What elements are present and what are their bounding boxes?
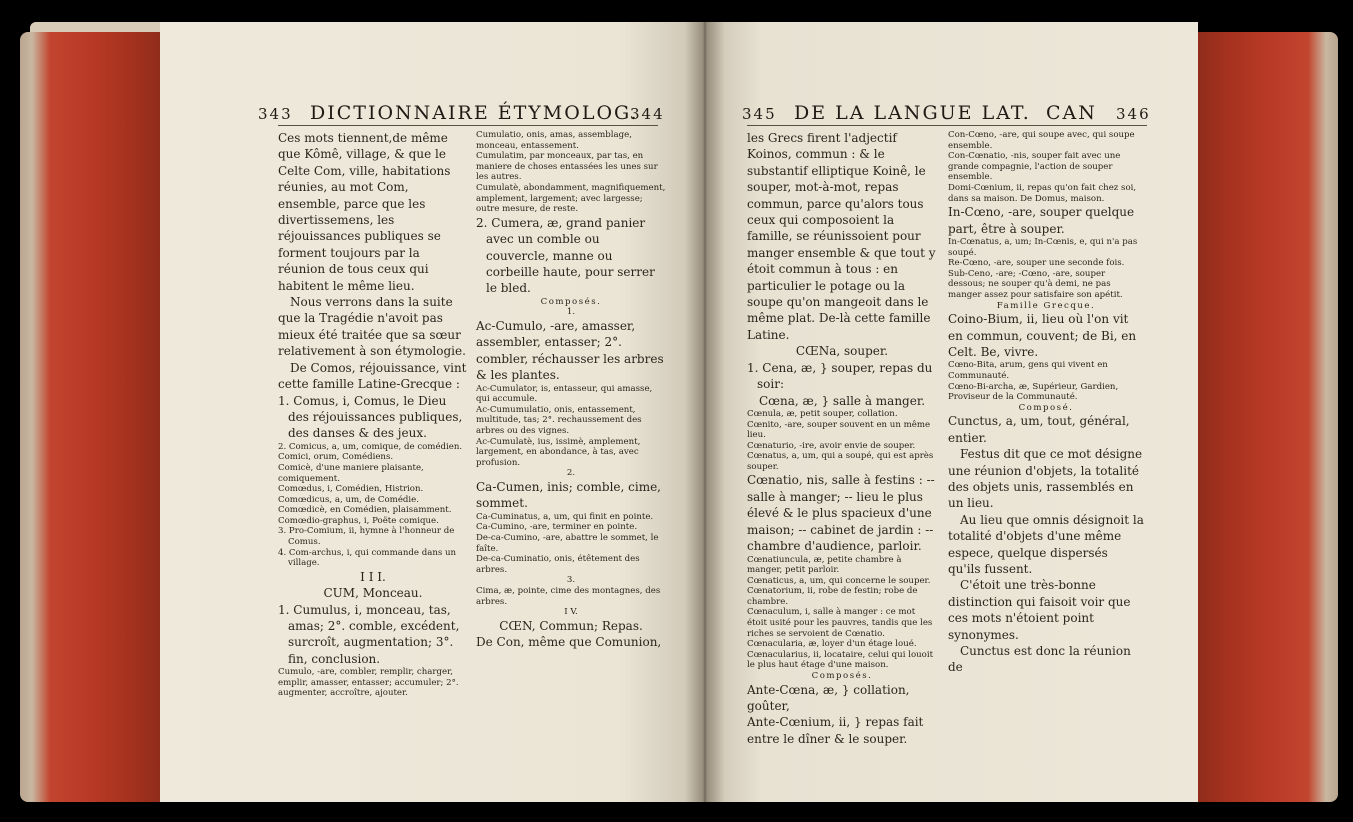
text-line: Cœno-Bita, arum, gens qui vivent en Communauté. — [948, 360, 1108, 381]
left-column-1 — [278, 130, 468, 699]
text-line: Comœdio-graphus, i, Poëte comique. — [278, 515, 439, 526]
text-line: Ac-Cumulator, is, entasseur, qui amasse, qui accumule. — [476, 383, 653, 405]
text-line: Ac-Cumumulatio, onis, entassement, multitude, tas; 2°. rechaussement des arbres ou des vignes. — [476, 404, 642, 436]
text-line: Sub-Ceno, -are; -Cœno, -are, souper dessous; ne souper qu'à demi, ne pas manger assez pour satisfaire son apétit. — [948, 268, 1123, 300]
text-line: Comœdicè, en Comédien, plaisamment. — [278, 505, 452, 516]
left-page-number-a: 343 — [258, 105, 293, 123]
text-line: Composés. — [811, 671, 873, 682]
text-line: Comœdus, i, Comédien, Histrion. — [278, 484, 424, 495]
text-line: Famille Grecque. — [996, 300, 1096, 311]
book-gutter — [685, 22, 725, 802]
text-line: In-Cœno, -are, souper quelque part, être à souper. — [948, 205, 1135, 236]
text-line: Ante-Cœnium, ii, } repas fait entre le dîner & le souper. — [747, 715, 924, 746]
text-line: 1. — [566, 307, 576, 318]
text-line: Composés. — [540, 296, 602, 307]
text-line: Domi-Cœnium, ii, repas qu'on fait chez soi, dans sa maison. De Domus, maison. — [948, 182, 1137, 204]
text-line: Cumulatim, par monceaux, par tas, en maniere de choses entassées les unes sur les autres. — [476, 151, 658, 183]
right-page — [702, 22, 1198, 802]
text-line: Composé. — [1018, 402, 1074, 413]
text-line: Cœnacularius, ii, locataire, celui qui louoit le plus haut étage d'une maison. — [747, 649, 934, 671]
text-line: Ca-Cuminatus, a, um, qui finit en pointe. — [476, 511, 654, 522]
text-line: 1. Comus, i, Comus, le Dieu des réjouissances publiques, des danses & des jeux. — [278, 393, 463, 441]
text-line: Coino-Bium, ii, lieu où l'on vit en commun, couvent; de Bi, en Celt. Be, vivre. — [948, 312, 1137, 359]
left-page-edges — [20, 32, 170, 802]
text-line: Con-Cœno, -are, qui soupe avec, qui soupe ensemble. — [948, 130, 1135, 151]
text-line: Festus dit que ce mot désigne une réunion d'objets, la totalité des objets unis, rassemblés en un lieu. — [948, 447, 1143, 511]
right-header-rule — [747, 125, 1147, 126]
text-line: Cœnacularia, æ, loyer d'un étage loué. — [747, 639, 917, 650]
text-line: De-ca-Cumino, -are, abattre le sommet, le faîte. — [476, 532, 659, 554]
text-line: Cœnula, æ, petit souper, collation. — [747, 408, 898, 419]
left-page — [160, 22, 702, 802]
right-column-2 — [948, 130, 1144, 676]
text-line: Con-Cœnatio, -nis, souper fait avec une grande compagnie, l'action de souper ensemble. — [948, 151, 1121, 183]
text-line: les Grecs firent l'adjectif Koinos, commun : & le substantif elliptique Koinê, le souper, mot-à-mot, repas commun, parce qu'alors tous ceux qui composoient la famille, se réunissoient pour manger ensemble & que tout y étoit commun à tous : en particulier le potage ou la soupe qu'on mangeoit dans le même plat. De-là cette famille Latine. — [747, 131, 936, 342]
left-header-rule — [278, 125, 658, 126]
text-line: Ac-Cumulo, -are, amasser, assembler, entasser; 2°. combler, réchausser les arbres & les plantes. — [476, 318, 664, 383]
text-line: Cœnatio, nis, salle à festins : -- salle à manger; -- lieu le plus élevé & le plus spacieux d'une maison; -- cabinet de jardin : -- chambre d'audience, parloir. — [747, 473, 935, 554]
text-line: Nous verrons dans la suite que la Tragédie n'avoit pas mieux été traitée que sa sœur relativement à son étymologie. — [278, 295, 466, 359]
text-line: Au lieu que omnis désignoit la totalité d'objets d'une même espece, quelque dispersés qu'ils fussent. — [948, 512, 1144, 576]
right-page-number-a: 345 — [742, 105, 777, 123]
text-line: Cumulatè, abondamment, magnifiquement, amplement, largement; avec largesse; outre mesure, de reste. — [476, 182, 666, 215]
right-page-edges — [1188, 32, 1338, 802]
text-line: De Con, même que Comunion, — [476, 635, 662, 650]
text-line: Cœna, æ, } salle à manger. — [759, 393, 926, 408]
right-column-1 — [747, 130, 937, 747]
text-line: Ante-Cœna, æ, } collation, goûter, — [747, 682, 910, 714]
text-line: Cœnatiuncula, æ, petite chambre à manger, petit parloir. — [747, 554, 902, 576]
text-line: 3. Pro-Comium, ii, hymne à l'honneur de Comus. — [278, 526, 455, 548]
open-book — [20, 12, 1338, 812]
text-line: Cœnatorium, ii, robe de festin; robe de chambre. — [747, 586, 918, 607]
text-line: Cumulatio, onis, amas, assemblage, monceau, entassement. — [476, 130, 632, 151]
text-line: Cœnaturio, -ire, avoir envie de souper. — [747, 440, 916, 451]
right-running-head: DE LA LANGUE LAT. — [794, 102, 1031, 124]
text-line: Ac-Cumulatè, ius, issimè, amplement, largement, en abondance, à tas, avec profusion. — [476, 436, 641, 468]
text-line: Cœnito, -are, souper souvent en un même lieu. — [747, 419, 931, 441]
text-line: 3. — [566, 575, 576, 586]
text-line: 2. Comicus, a, um, comique, de comédien. — [278, 441, 463, 452]
text-line: Cœnaculum, i, salle à manger : ce mot étoit usité pour les pauvres, tandis que les riches se servoient de Cœnatio. — [747, 607, 933, 639]
left-page-number-b: 344 — [630, 105, 665, 123]
text-line: 2. Cumera, æ, grand panier avec un comble ou couvercle, manne ou corbeille haute, pour serrer le bled. — [476, 215, 655, 296]
text-line: C'étoit une très-bonne distinction qui faisoit voir que ces mots n'étoient point synonymes. — [948, 578, 1131, 642]
right-page-number-b: 346 — [1116, 105, 1151, 123]
text-line: In-Cœnatus, a, um; In-Cœnis, e, qui n'a pas soupé. — [948, 236, 1138, 258]
text-line: I V. — [564, 607, 578, 618]
text-line: Cœno-Bi-archa, æ, Supérieur, Gardien, Proviseur de la Communauté. — [948, 381, 1119, 403]
text-line: CUM, Monceau. — [323, 586, 423, 601]
text-line: 1. Cumulus, i, monceau, tas, amas; 2°. comble, excédent, surcroît, augmentation; 3°. fin, conclusion. — [278, 602, 460, 666]
text-line: 4. Com-archus, i, qui commande dans un village. — [278, 547, 457, 569]
left-column-2 — [476, 130, 666, 651]
right-running-head-b: CAN — [1046, 102, 1097, 124]
text-line: CŒN, Commun; Repas. — [499, 618, 643, 633]
text-line: Cœnatus, a, um, qui a soupé, qui est après souper. — [747, 451, 934, 472]
text-line: De Comos, réjouissance, vint cette famille Latine-Grecque : — [278, 360, 467, 392]
text-line: I I I. — [360, 569, 386, 584]
text-line: Ca-Cumino, -are, terminer en pointe. — [476, 522, 638, 533]
text-line: Cunctus est donc la réunion de — [948, 644, 1131, 675]
text-line: 2. — [566, 468, 576, 479]
text-line: Ces mots tiennent,de même que Kômê, village, & que le Celte Com, ville, habitations réunies, au mot Com, ensemble, parce que les divertissemens, les réjouissances publiques se forment toujours par la réunion de tous ceux qui habitent le même lieu. — [278, 131, 451, 293]
text-line: Comœdicus, a, um, de Comédie. — [278, 494, 419, 505]
text-line: Re-Cœno, -are, souper une seconde fois. — [948, 258, 1125, 269]
text-line: Cœnaticus, a, um, qui concerne le souper. — [747, 575, 931, 586]
text-line: Cima, æ, pointe, cime des montagnes, des arbres. — [476, 585, 661, 607]
text-line: 1. Cena, æ, } souper, repas du soir: — [747, 360, 933, 392]
text-line: Comici, orum, Comédiens. — [278, 452, 394, 463]
left-running-head: DICTIONNAIRE ÉTYMOLOG. — [310, 102, 639, 124]
text-line: Comicè, d'une maniere plaisante, comiquement. — [278, 462, 424, 484]
text-line: Ca-Cumen, inis; comble, cime, sommet. — [476, 479, 661, 511]
text-line: Cunctus, a, um, tout, général, entier. — [948, 414, 1130, 445]
text-line: CŒNa, souper. — [795, 344, 889, 359]
text-line: De-ca-Cuminatio, onis, étêtement des arbres. — [476, 554, 640, 575]
text-line: Cumulo, -are, combler, remplir, charger, emplir, amasser, entasser; accumuler; 2°. augmenter, accroître, ajouter. — [278, 667, 459, 699]
